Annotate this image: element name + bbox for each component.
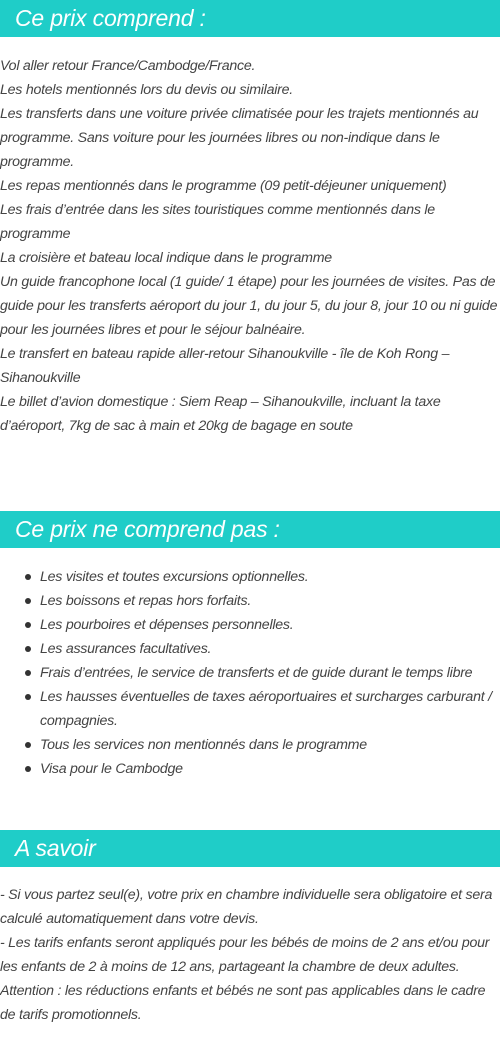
savoir-paragraph: Attention : les réductions enfants et bébés ne sont pas applicables dans le cadre de tarifs promotionnels. xyxy=(0,983,486,1023)
excludes-item-text: Les visites et toutes excursions optionnelles. xyxy=(40,569,309,585)
includes-item: Vol aller retour France/Cambodge/France. xyxy=(0,58,256,74)
excludes-item-text: Les assurances facultatives. xyxy=(40,641,212,657)
section-title-excludes: Ce prix ne comprend pas : xyxy=(0,511,500,548)
includes-item: La croisière et bateau local indique dans le programme xyxy=(0,250,332,266)
excludes-item xyxy=(22,589,500,613)
savoir-paragraph: - Si vous partez seul(e), votre prix en chambre individuelle sera obligatoire et sera calculé automatiquement dans votre devis. xyxy=(0,887,493,927)
excludes-item-text: Visa pour le Cambodge xyxy=(40,761,183,777)
includes-item: Les repas mentionnés dans le programme (09 petit-déjeuner uniquement) xyxy=(0,178,447,194)
excludes-item xyxy=(22,661,500,685)
bullet-icon xyxy=(25,670,31,676)
bullet-icon xyxy=(25,766,31,772)
excludes-item xyxy=(22,637,500,661)
bullet-icon xyxy=(25,622,31,628)
excludes-item xyxy=(22,613,500,637)
bullet-icon xyxy=(25,574,31,580)
excludes-item xyxy=(22,685,500,733)
excludes-item-text: Tous les services non mentionnés dans le programme xyxy=(40,737,367,753)
includes-item: Les frais d’entrée dans les sites touristiques comme mentionnés dans le programme xyxy=(0,202,435,242)
savoir-paragraph: - Les tarifs enfants seront appliqués pour les bébés de moins de 2 ans et/ou pour les enfants de 2 à moins de 12 ans, partageant la chambre de deux adultes. xyxy=(0,935,490,975)
includes-item: Le transfert en bateau rapide aller-retour Sihanoukville - île de Koh Rong – Sihanoukville xyxy=(0,346,450,386)
includes-list xyxy=(0,54,500,438)
section-title-includes: Ce prix comprend : xyxy=(0,0,500,37)
bullet-icon xyxy=(25,742,31,748)
includes-item: Le billet d’avion domestique : Siem Reap – Sihanoukville, incluant la taxe d’aéroport, 7kg de sac à main et 20kg de bagage en soute xyxy=(0,394,441,434)
includes-item: Les hotels mentionnés lors du devis ou similaire. xyxy=(0,82,293,98)
includes-item: Les transferts dans une voiture privée climatisée pour les trajets mentionnés au programme. Sans voiture pour les journées libres ou non-indique dans le programme. xyxy=(0,106,479,170)
excludes-list xyxy=(22,565,500,781)
excludes-item xyxy=(22,757,500,781)
excludes-item-text: Les pourboires et dépenses personnelles. xyxy=(40,617,294,633)
excludes-item-text: Les hausses éventuelles de taxes aéroportuaires et surcharges carburant / compagnies. xyxy=(40,689,492,729)
bullet-icon xyxy=(25,646,31,652)
bullet-icon xyxy=(25,694,31,700)
excludes-item xyxy=(22,565,500,589)
excludes-item-text: Les boissons et repas hors forfaits. xyxy=(40,593,252,609)
includes-item: Un guide francophone local (1 guide/ 1 étape) pour les journées de visites. Pas de guide pour les transferts aéroport du jour 1, du jour 5, du jour 8, jour 10 ou ni guide pour les journées libres et pour le séjour balnéaire. xyxy=(0,274,498,338)
savoir-text xyxy=(0,883,500,1027)
excludes-item-text: Frais d’entrées, le service de transferts et de guide durant le temps libre xyxy=(40,665,473,681)
excludes-item xyxy=(22,733,500,757)
bullet-icon xyxy=(25,598,31,604)
section-title-savoir: A savoir xyxy=(0,830,500,867)
